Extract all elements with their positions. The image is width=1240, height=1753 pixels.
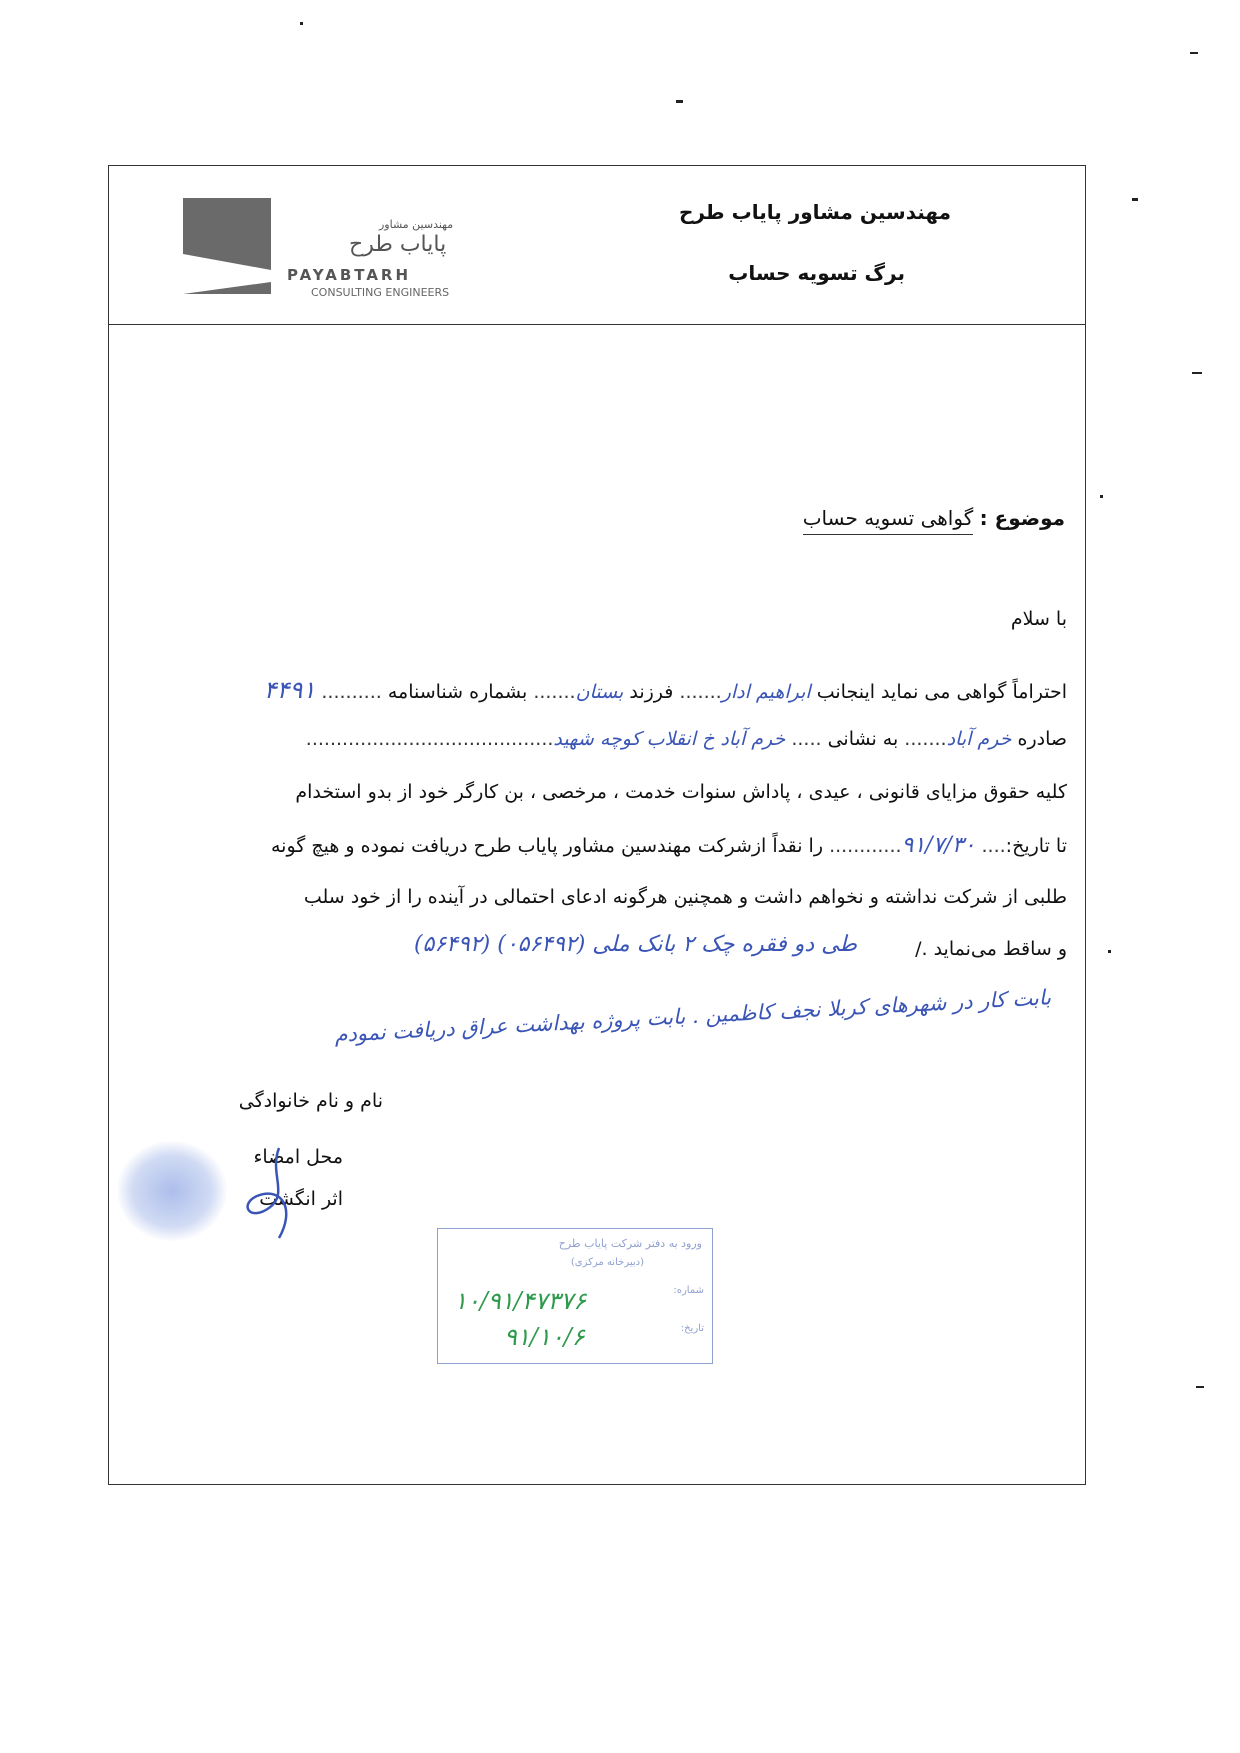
logo-subtitle-fa: مهندسین مشاور [379,218,454,231]
document-frame [108,165,1086,1485]
greeting: با سلام [1010,608,1067,630]
line4-rest: را نقداً ازشرکت مهندسین مشاور پایاب طرح دریافت نموده و هیچ گونه [270,835,824,857]
scan-speck [1100,495,1103,498]
dots: ......................................... [305,728,554,750]
name-handwritten: ابراهیم ادار [721,681,811,703]
subject-label: موضوع : [979,506,1065,530]
form-title: برگ تسویه حساب [728,261,905,285]
body-line-3: کلیه حقوق مزایای قانونی ، عیدی ، پاداش سنوات خدمت ، مرخصی ، بن کارگر خود از بدو استخدام [295,781,1067,803]
logo-name-en: PAYABTARH [287,266,412,284]
father-name-handwritten: بستان [575,681,624,703]
until-date-handwritten: ۹۱/۷/۳۰ [901,833,976,858]
address-handwritten: خرم آباد خ انقلاب کوچه شهید [553,728,786,750]
scan-speck [1196,1386,1204,1388]
company-logo-icon [183,198,271,294]
line1-prefix: احتراماً گواهی می نماید اینجانب [816,681,1067,703]
dots: .... [981,835,1006,857]
dots: ....... [904,728,947,750]
address-label: به نشانی [827,728,899,750]
body-line-2 [306,728,1067,750]
signature-label: محل امضاء [253,1146,343,1168]
signature-scribble-icon [199,1134,309,1244]
body-line-6: و ساقط می‌نماید ./ [915,938,1067,960]
stamp-title: ورود به دفتر شرکت پایاب طرح [558,1237,702,1250]
company-name: مهندسین مشاور پایاب طرح [678,200,951,224]
until-date-label: تا تاریخ: [1005,835,1067,857]
scan-speck [300,22,303,25]
handwritten-work-note: بابت کار در شهرهای کربلا نجف کاظمین . بابت پروژه بهداشت عراق دریافت نمودم [333,985,1052,1047]
scan-speck [1132,198,1138,201]
logo-name-fa: پایاب طرح [349,232,447,257]
dots: ....... [679,681,722,703]
son-of-label: فرزند [629,681,674,703]
stamp-date-label: تاریخ: [680,1323,704,1334]
body-line-5: طلبی از شرکت نداشته و نخواهم داشت و همچنین هرگونه ادعای احتمالی در آینده را از خود سلب [303,886,1067,908]
dots: .......... [321,681,382,703]
full-name-label: نام و نام خانوادگی [238,1090,383,1112]
scan-speck [676,100,683,103]
thumbprint-label: اثر انگشت [259,1188,343,1210]
document-header [109,166,1085,325]
issued-place-handwritten: خرم آباد [946,728,1012,750]
issued-label: صادره [1017,728,1067,750]
stamp-date-handwritten: ۹۱/۱۰/۶ [504,1323,585,1351]
id-number-handwritten: ۴۴۹۱ [263,676,316,704]
subject-value: گواهی تسویه حساب [803,506,974,535]
dots: ............ [829,835,902,857]
dots: ....... [533,681,576,703]
registry-stamp [437,1228,713,1364]
body-line-1 [264,676,1067,704]
handwritten-payment-note: طی دو فقره چک ۲ بانک ملی (۰۵۶۴۹۲) (۵۶۴۹۲) [413,932,857,957]
logo-subtitle-en: CONSULTING ENGINEERS [311,286,450,299]
stamp-number-label: شماره: [673,1285,704,1296]
body-line-4 [271,833,1067,858]
dots: ..... [791,728,822,750]
scan-speck [1192,372,1202,374]
scan-speck [1108,950,1111,953]
subject-line [803,506,1065,530]
stamp-number-handwritten: ۱۰/۹۱/۴۷۳۷۶ [454,1287,587,1315]
scan-speck [1190,52,1198,54]
id-label: بشماره شناسنامه [387,681,528,703]
stamp-subtitle: (دبیرخانه مرکزی) [570,1257,644,1268]
